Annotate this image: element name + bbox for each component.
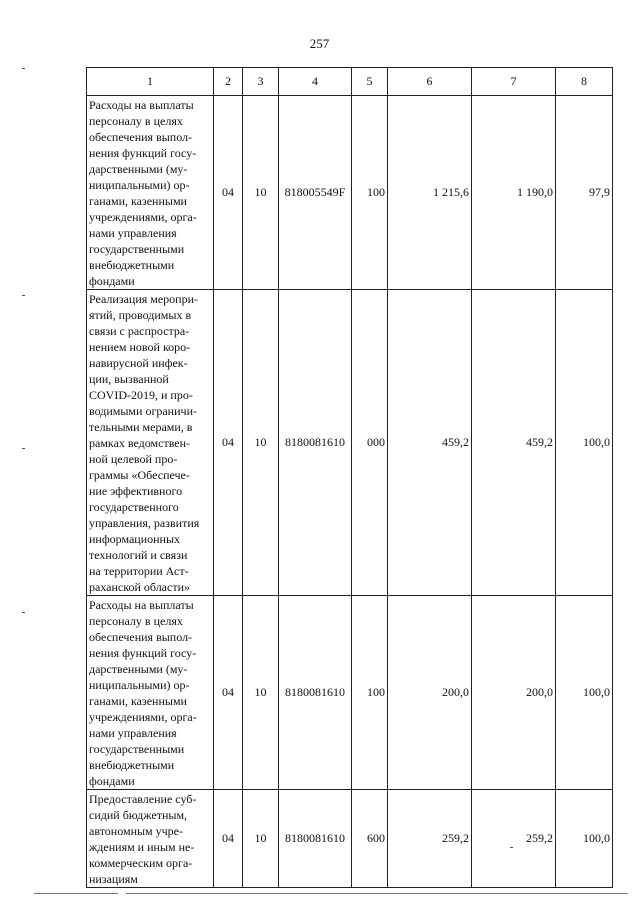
expense-name-line: нением новой коро- [89, 340, 191, 354]
actual-amount-cell: 459,2 [472, 290, 556, 596]
margin-mark [22, 295, 25, 296]
target-article-cell: 8180081610 [279, 790, 352, 888]
column-header: 3 [243, 68, 279, 96]
expense-name-line: персоналу в целях [89, 114, 183, 128]
expense-name-cell [87, 290, 214, 596]
expense-name-cell [87, 96, 214, 290]
percent-cell: 100,0 [556, 790, 613, 888]
table-row [87, 96, 613, 290]
expense-name-line: нами управления [89, 726, 177, 740]
margin-mark [22, 68, 25, 69]
expense-name-line: коммерческим орга- [89, 856, 193, 870]
actual-amount-cell: 1 190,0 [472, 96, 556, 290]
expense-name-line: ции, вызванной [89, 372, 169, 386]
expense-name-line: сидий бюджетным, [89, 808, 188, 822]
expense-name-line: управления, развития [89, 516, 200, 530]
percent-cell: 97,9 [556, 96, 613, 290]
target-article-cell: 818005549F [279, 96, 352, 290]
expense-name-line: рамках ведомствен- [89, 436, 191, 450]
column-header: 8 [556, 68, 613, 96]
target-article-cell: 8180081610 [279, 290, 352, 596]
expense-name-line: обеспечения выпол- [89, 630, 193, 644]
expense-name-line: тельными мерами, в [89, 420, 193, 434]
subsection-code-cell: 10 [243, 96, 279, 290]
expense-type-cell: 100 [352, 596, 388, 790]
target-article-cell: 8180081610 [279, 596, 352, 790]
column-header: 6 [388, 68, 472, 96]
column-header: 7 [472, 68, 556, 96]
expense-name-line: персоналу в целях [89, 614, 183, 628]
expense-name-line: внебюджетными [89, 258, 175, 272]
subsection-code-cell: 10 [243, 790, 279, 888]
page-number: 257 [309, 36, 330, 51]
expense-name-line: ждениям и иным не- [89, 840, 195, 854]
expense-name-line: водимыми ограничи- [89, 404, 197, 418]
expense-name-line: граммы «Обеспече- [89, 468, 190, 482]
expense-name-line: информационных [89, 532, 181, 546]
expense-name-line: ниципальными) ор- [89, 678, 190, 692]
percent-cell: 100,0 [556, 290, 613, 596]
expense-name-line: COVID-2019, и про- [89, 388, 193, 402]
expense-name-cell [87, 596, 214, 790]
expense-name-line: государственными [89, 742, 185, 756]
expense-name-line: связи с распростра- [89, 324, 190, 338]
column-header: 2 [214, 68, 243, 96]
expense-name-line: ной целевой про- [89, 452, 178, 466]
expense-name-line: учреждениями, орга- [89, 210, 197, 224]
expense-name-line: нения функций госу- [89, 646, 197, 660]
subsection-code-cell: 10 [243, 290, 279, 596]
expense-name-line: государственными [89, 242, 185, 256]
expense-name-line: ганами, казенными [89, 194, 187, 208]
expense-name-line: ганами, казенными [89, 694, 187, 708]
column-header: 4 [279, 68, 352, 96]
expense-name-line: раханской области» [89, 580, 190, 594]
expense-name-line: внебюджетными [89, 758, 175, 772]
table-body [87, 96, 613, 888]
expense-name-line: Расходы на выплаты [89, 98, 194, 112]
margin-mark [22, 612, 25, 613]
bottom-edge-line [126, 893, 628, 894]
margin-mark [22, 448, 25, 449]
expense-name-line: фондами [89, 274, 135, 288]
expense-name-line: низациям [89, 872, 138, 886]
section-code-cell: 04 [214, 96, 243, 290]
planned-amount-cell: 459,2 [388, 290, 472, 596]
table-row [87, 290, 613, 596]
expense-name-line: Реализация меропри- [89, 292, 199, 306]
table-header-row [87, 68, 613, 96]
expense-name-line: дарственными (му- [89, 662, 188, 676]
expense-type-cell: 600 [352, 790, 388, 888]
expense-name-line: обеспечения выпол- [89, 130, 193, 144]
expense-type-cell: 100 [352, 96, 388, 290]
column-header: 1 [87, 68, 214, 96]
planned-amount-cell: 1 215,6 [388, 96, 472, 290]
expense-name-line: нами управления [89, 226, 177, 240]
table-row [87, 790, 613, 888]
planned-amount-cell: 259,2 [388, 790, 472, 888]
expense-name-line: Расходы на выплаты [89, 598, 194, 612]
planned-amount-cell: 200,0 [388, 596, 472, 790]
expense-name-line: фондами [89, 774, 135, 788]
expense-type-cell: 000 [352, 290, 388, 596]
expense-name-line: государственного [89, 500, 179, 514]
expense-name-line: навирусной инфек- [89, 356, 188, 370]
expense-name-line: Предоставление суб- [89, 792, 197, 806]
expense-name-line: ниципальными) ор- [89, 178, 190, 192]
percent-cell: 100,0 [556, 596, 613, 790]
expense-name-line: автономным учре- [89, 824, 184, 838]
section-code-cell: 04 [214, 790, 243, 888]
section-code-cell: 04 [214, 596, 243, 790]
column-header: 5 [352, 68, 388, 96]
actual-amount-cell: 200,0 [472, 596, 556, 790]
expense-name-line: технологий и связи [89, 548, 188, 562]
expense-name-line: на территории Аст- [89, 564, 189, 578]
subsection-code-cell: 10 [243, 596, 279, 790]
expense-name-line: ятий, проводимых в [89, 308, 192, 322]
expense-name-line: нения функций госу- [89, 146, 197, 160]
expense-name-line: учреждениями, орга- [89, 710, 197, 724]
section-code-cell: 04 [214, 290, 243, 596]
expense-name-line: ние эффективного [89, 484, 183, 498]
expense-name-line: дарственными (му- [89, 162, 188, 176]
expense-name-cell [87, 790, 214, 888]
actual-amount-cell: 259,2 [472, 790, 556, 888]
bottom-edge-line [34, 893, 118, 894]
budget-execution-table [86, 67, 613, 888]
table-row [87, 596, 613, 790]
